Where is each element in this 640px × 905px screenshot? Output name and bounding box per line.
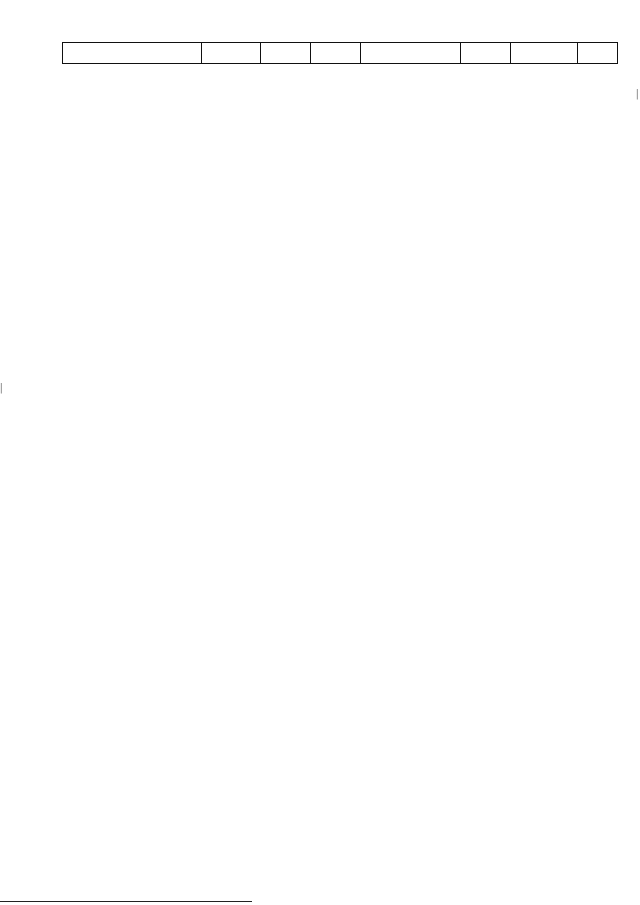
header-col-1: [63, 43, 202, 63]
footer-rule: [0, 901, 252, 902]
header-col-8: [578, 43, 618, 63]
header-col-6: [461, 43, 511, 63]
header-col-2: [202, 43, 260, 63]
header-col-7: [511, 43, 577, 63]
header-col-4: [311, 43, 361, 63]
table-header: [62, 42, 618, 64]
header-col-3: [261, 43, 311, 63]
margin-mark: |: [636, 86, 639, 100]
header-col-5: [361, 43, 461, 63]
margin-mark: |: [0, 380, 3, 394]
